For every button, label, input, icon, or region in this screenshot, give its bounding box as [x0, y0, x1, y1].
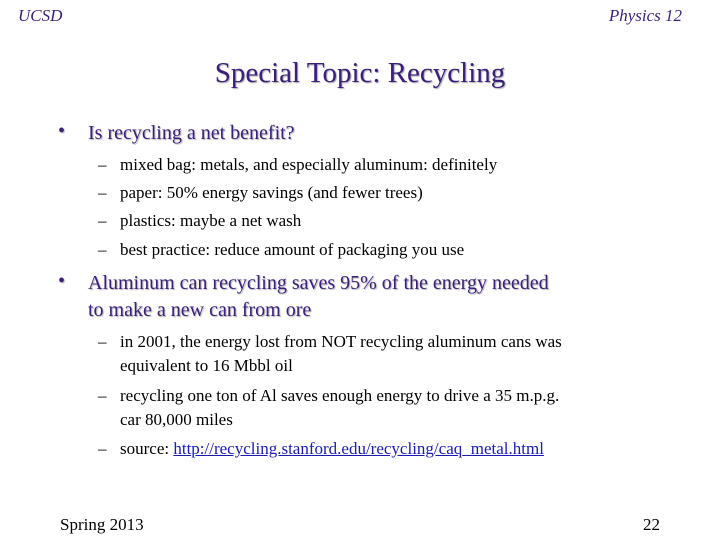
header-institution: UCSD [18, 6, 63, 25]
bullet-2-text-line2: to make a new can from ore [88, 299, 312, 321]
dash-icon: – [98, 439, 107, 458]
dash-icon: – [98, 332, 107, 351]
dash-icon: – [98, 211, 107, 230]
footer-term: Spring 2013 [60, 515, 144, 534]
header-course: Physics 12 [608, 6, 682, 25]
bullet-1-text: Is recycling a net benefit? [88, 122, 295, 144]
dash-icon: – [98, 240, 107, 259]
source-label: source: [120, 439, 174, 458]
slide-number: 22 [643, 515, 660, 534]
bullet-dot: • [58, 270, 66, 292]
source-link[interactable]: http://recycling.stanford.edu/recycling/caq_metal.html [173, 439, 544, 458]
slide-title: Special Topic: Recycling [214, 57, 506, 89]
bullet-dot: • [58, 120, 66, 142]
dash-icon: – [98, 155, 107, 174]
dash-icon: – [98, 183, 107, 202]
dash-icon: – [98, 386, 107, 405]
bullet-2-text-line1: Aluminum can recycling saves 95% of the energy needed [88, 272, 549, 294]
